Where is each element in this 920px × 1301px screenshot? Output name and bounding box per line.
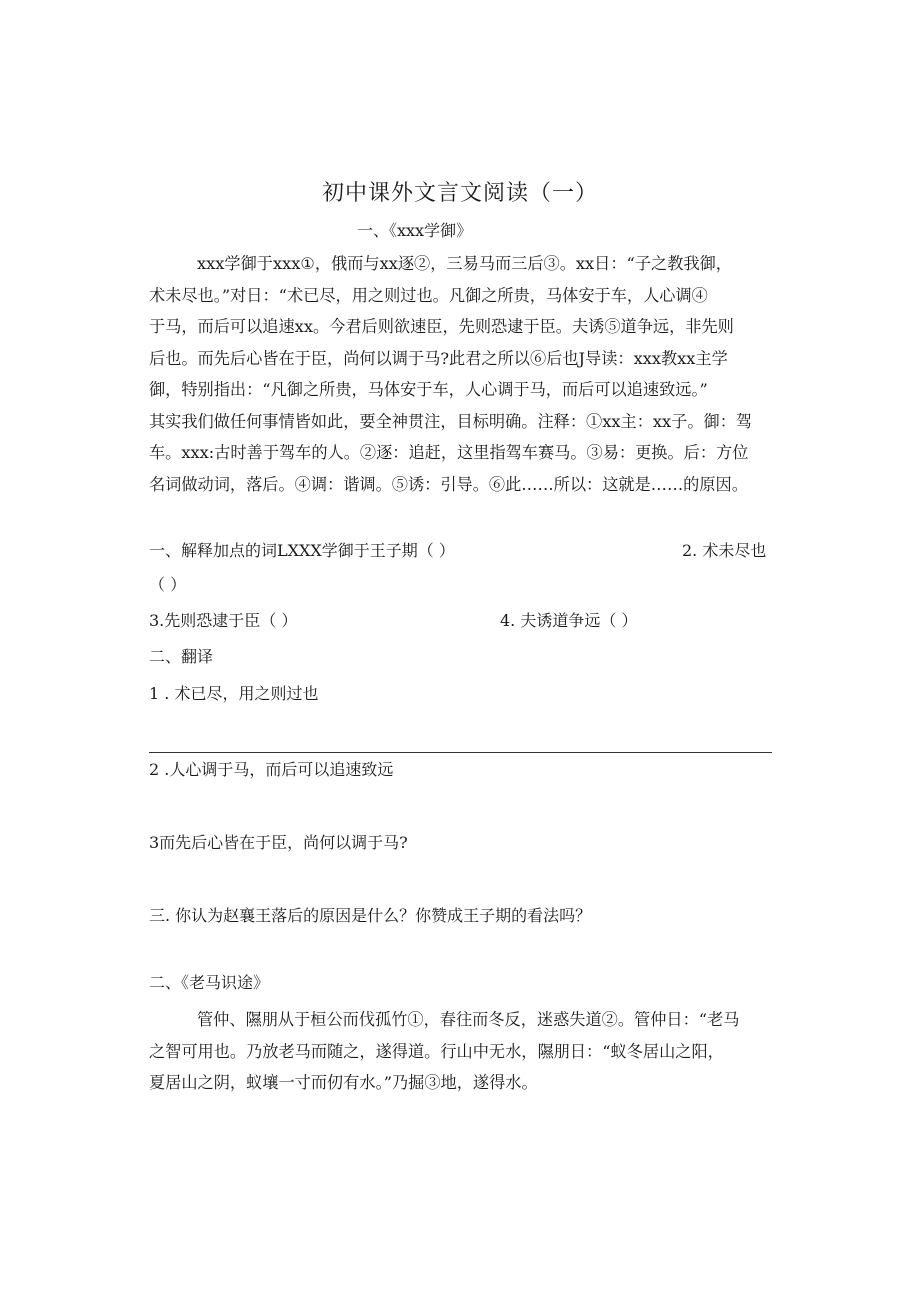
question-3-heading: 三. 你认为赵襄王落后的原因是什么？你赞成王子期的看法吗？ (149, 906, 592, 925)
passage-1 (149, 248, 771, 500)
passage-1-line: 于马，而后可以追速xx。今君后则欲速臣，先则恐逮于臣。夫诱⑤道争远，非先则 (149, 317, 734, 336)
passage-1-line: 御，特别指出：“凡御之所贵，马体安于车，人心调于马，而后可以追速致远。” (149, 380, 708, 399)
passage-2-line: 夏居山之阴，蚁壤一寸而仞有水。”乃掘③地，遂得水。 (149, 1073, 538, 1092)
passage-1-line: xxx学御于xxx①，俄而与xx逐②，三易马而三后③。xx日：“子之教我御， (197, 254, 732, 273)
passage-2 (149, 1004, 771, 1099)
page-title: 初中课外文言文阅读（一） (321, 181, 598, 206)
answer-line (149, 752, 772, 753)
passage-1-line: 术未尽也。”对日：“术已尽，用之则过也。凡御之所贵，马体安于车，人心调④ (149, 285, 708, 305)
passage-1-line: 车。xxx:古时善于驾车的人。②逐：追赶，这里指驾车赛马。③易：更换。后：方位 (149, 443, 749, 462)
passage-1-line: 其实我们做任何事情皆如此，要全神贯注，目标明确。注释：①xx主：xx子。御：驾 (149, 411, 753, 431)
question-1-item-4: 4. 夫诱道争远（ ） (500, 611, 638, 630)
question-1-item-3: 3.先则恐逮于臣（ ） (149, 611, 298, 630)
question-1-item-2-blank: （ ） (149, 575, 187, 594)
passage-2-line: 之智可用也。乃放老马而随之，遂得道。行山中无水，隰朋日：“蚁冬居山之阳， (149, 1041, 724, 1061)
section-2-title: 二、《老马识途》 (149, 973, 270, 992)
question-2-item-2: 2 .人心调于马，而后可以追速致远 (149, 760, 394, 779)
section-1-title: 一、《xxx学御》 (357, 221, 473, 240)
question-2-item-1: 1 . 术已尽，用之则过也 (149, 684, 319, 703)
question-1-item-2: 2. 术未尽也 (682, 541, 767, 560)
passage-1-line: 后也。而先后心皆在于臣，尚何以调于马?此君之所以⑥后也J导读：xxx教xx主学 (149, 348, 728, 368)
passage-1-line: 名词做动词，落后。④调：谐调。⑤诱：引导。⑥此……所以：这就是……的原因。 (149, 474, 748, 494)
question-2-item-3: 3而先后心皆在于臣，尚何以调于马? (149, 833, 408, 852)
question-2-heading: 二、翻译 (149, 647, 214, 666)
question-1-heading: 一、解释加点的词LXXX学御于王子期（ ） (149, 541, 455, 560)
passage-2-line: 管仲、隰朋从于桓公而伐孤竹①，春往而冬反，迷惑失道②。管仲日：“老马 (197, 1010, 740, 1029)
